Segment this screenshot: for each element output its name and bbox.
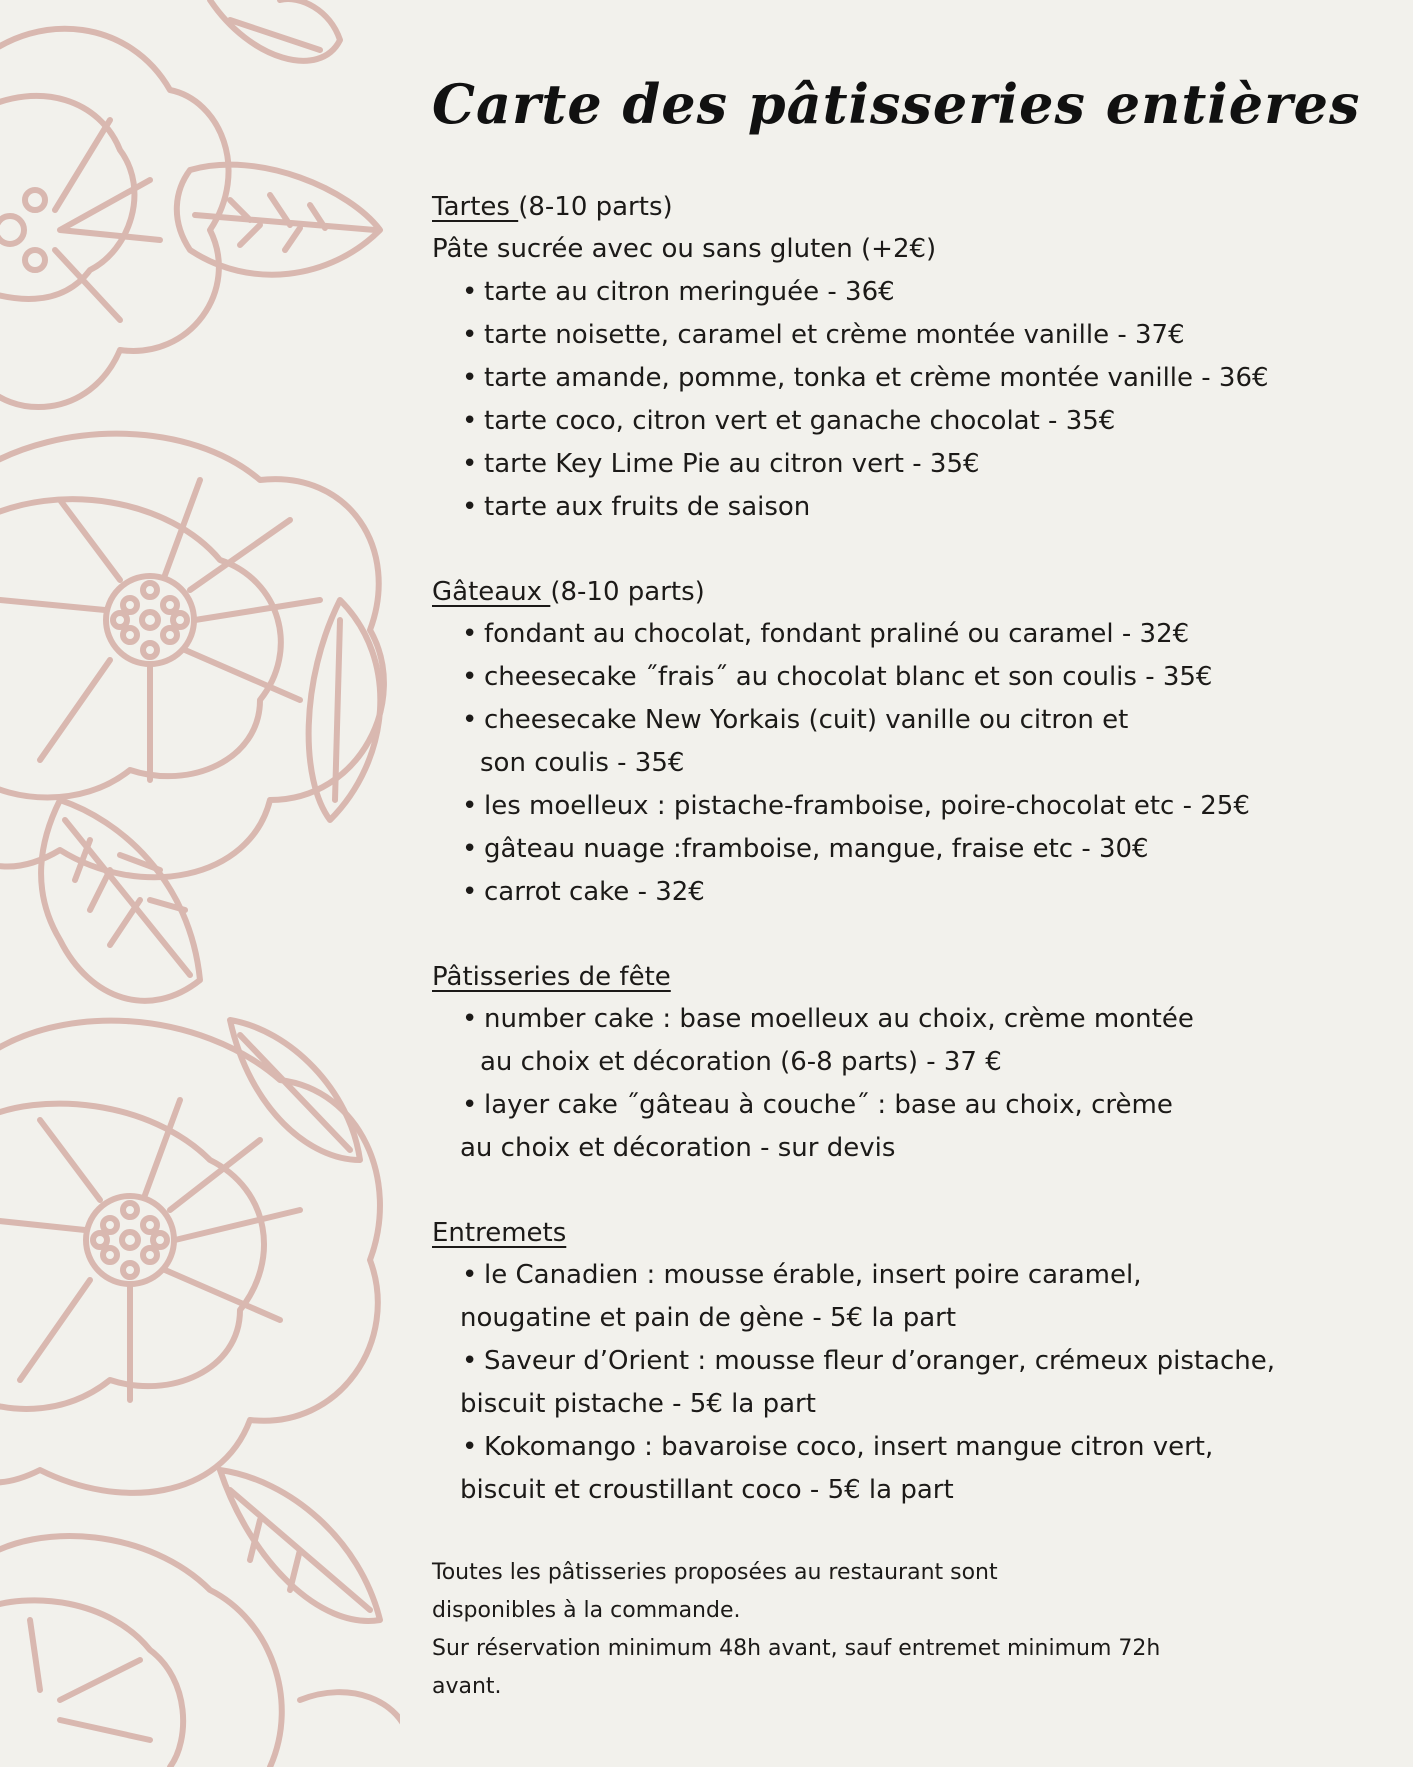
bullet-icon: • bbox=[462, 492, 478, 522]
footer-note bbox=[432, 1554, 1392, 1706]
list-item: • cheesecake ˝frais˝ au chocolat blanc et son coulis - 35€ bbox=[432, 656, 1392, 699]
footer-line: avant. bbox=[432, 1674, 502, 1699]
list-item: • tarte au citron meringuée - 36€ bbox=[432, 271, 1392, 314]
section-heading-note: (8-10 parts) bbox=[518, 192, 673, 222]
bullet-icon: • bbox=[462, 705, 478, 735]
item-list bbox=[432, 1254, 1392, 1512]
page-title: Carte des pâtisseries entières bbox=[432, 72, 1361, 136]
section-heading bbox=[432, 956, 1392, 998]
flower-icon bbox=[0, 1470, 400, 1767]
list-item: • Saveur d’Orient : mousse fleur d’oranger, crémeux pistache, biscuit pistache - 5€ la part bbox=[432, 1340, 1392, 1426]
section-heading-label: Tartes bbox=[432, 192, 519, 222]
section-heading-label: Gâteaux bbox=[432, 577, 551, 607]
leaf-icon bbox=[41, 800, 200, 1001]
list-item: • cheesecake New Yorkais (cuit) vanille ou citron et son coulis - 35€ bbox=[432, 699, 1392, 785]
item-list bbox=[432, 998, 1392, 1170]
list-item-continuation: au choix et décoration (6-8 parts) - 37 € bbox=[480, 1047, 1002, 1077]
bullet-icon: • bbox=[462, 320, 478, 350]
list-item: • tarte noisette, caramel et crème montée vanille - 37€ bbox=[432, 314, 1392, 357]
list-item: • tarte Key Lime Pie au citron vert - 35€ bbox=[432, 443, 1392, 486]
list-item: • les moelleux : pistache-framboise, poire-chocolat etc - 25€ bbox=[432, 785, 1392, 828]
bullet-icon: • bbox=[462, 1432, 478, 1462]
list-item: • le Canadien : mousse érable, insert poire caramel, nougatine et pain de gène - 5€ la part bbox=[432, 1254, 1392, 1340]
section-intro: Pâte sucrée avec ou sans gluten (+2€) bbox=[432, 234, 937, 264]
footer-line: Sur réservation minimum 48h avant, sauf entremet minimum 72h bbox=[432, 1636, 1161, 1661]
bullet-icon: • bbox=[462, 834, 478, 864]
item-list bbox=[432, 613, 1392, 914]
list-item-continuation: nougatine et pain de gène - 5€ la part bbox=[460, 1303, 957, 1333]
footer-line: disponibles à la commande. bbox=[432, 1598, 741, 1623]
bullet-icon: • bbox=[462, 619, 478, 649]
section-heading bbox=[432, 186, 1392, 228]
list-item: • tarte coco, citron vert et ganache chocolat - 35€ bbox=[432, 400, 1392, 443]
list-item: • layer cake ˝gâteau à couche˝ : base au choix, crème au choix et décoration - sur devis bbox=[432, 1084, 1392, 1170]
section-heading-note: (8-10 parts) bbox=[550, 577, 705, 607]
list-item-continuation: biscuit pistache - 5€ la part bbox=[460, 1389, 816, 1419]
section-gateaux bbox=[432, 571, 1392, 914]
list-item: • gâteau nuage :framboise, mangue, fraise etc - 30€ bbox=[432, 828, 1392, 871]
footer-line: Toutes les pâtisseries proposées au restaurant sont bbox=[432, 1560, 998, 1585]
leaf-icon bbox=[177, 165, 380, 275]
bullet-icon: • bbox=[462, 1090, 478, 1120]
bullet-icon: • bbox=[462, 1004, 478, 1034]
list-item-continuation: son coulis - 35€ bbox=[480, 748, 685, 778]
bullet-icon: • bbox=[462, 1346, 478, 1376]
bullet-icon: • bbox=[462, 791, 478, 821]
list-item: • tarte aux fruits de saison bbox=[432, 486, 1392, 529]
list-item: • Kokomango : bavaroise coco, insert mangue citron vert, biscuit et croustillant coco - 5€ la part bbox=[432, 1426, 1392, 1512]
section-fete bbox=[432, 956, 1392, 1170]
bullet-icon: • bbox=[462, 449, 478, 479]
bullet-icon: • bbox=[462, 406, 478, 436]
bullet-icon: • bbox=[462, 277, 478, 307]
bullet-icon: • bbox=[462, 662, 478, 692]
list-item: • carrot cake - 32€ bbox=[432, 871, 1392, 914]
list-item: • fondant au chocolat, fondant praliné ou caramel - 32€ bbox=[432, 613, 1392, 656]
list-item-continuation: au choix et décoration - sur devis bbox=[460, 1133, 896, 1163]
floral-line-art-icon bbox=[0, 0, 400, 1767]
section-heading-label: Pâtisseries de fête bbox=[432, 962, 671, 992]
menu-content bbox=[432, 60, 1392, 1706]
list-item: • tarte amande, pomme, tonka et crème montée vanille - 36€ bbox=[432, 357, 1392, 400]
section-heading-label: Entremets bbox=[432, 1218, 567, 1248]
section-heading bbox=[432, 571, 1392, 613]
bullet-icon: • bbox=[462, 1260, 478, 1290]
section-tartes bbox=[432, 186, 1392, 529]
bullet-icon: • bbox=[462, 363, 478, 393]
section-heading bbox=[432, 1212, 1392, 1254]
flower-icon bbox=[0, 1020, 380, 1493]
item-list bbox=[432, 271, 1392, 529]
section-entremets bbox=[432, 1212, 1392, 1512]
bullet-icon: • bbox=[462, 877, 478, 907]
flower-icon bbox=[0, 0, 340, 407]
list-item-continuation: biscuit et croustillant coco - 5€ la part bbox=[460, 1475, 954, 1505]
list-item: • number cake : base moelleux au choix, crème montée au choix et décoration (6-8 parts) - 37 € bbox=[432, 998, 1392, 1084]
